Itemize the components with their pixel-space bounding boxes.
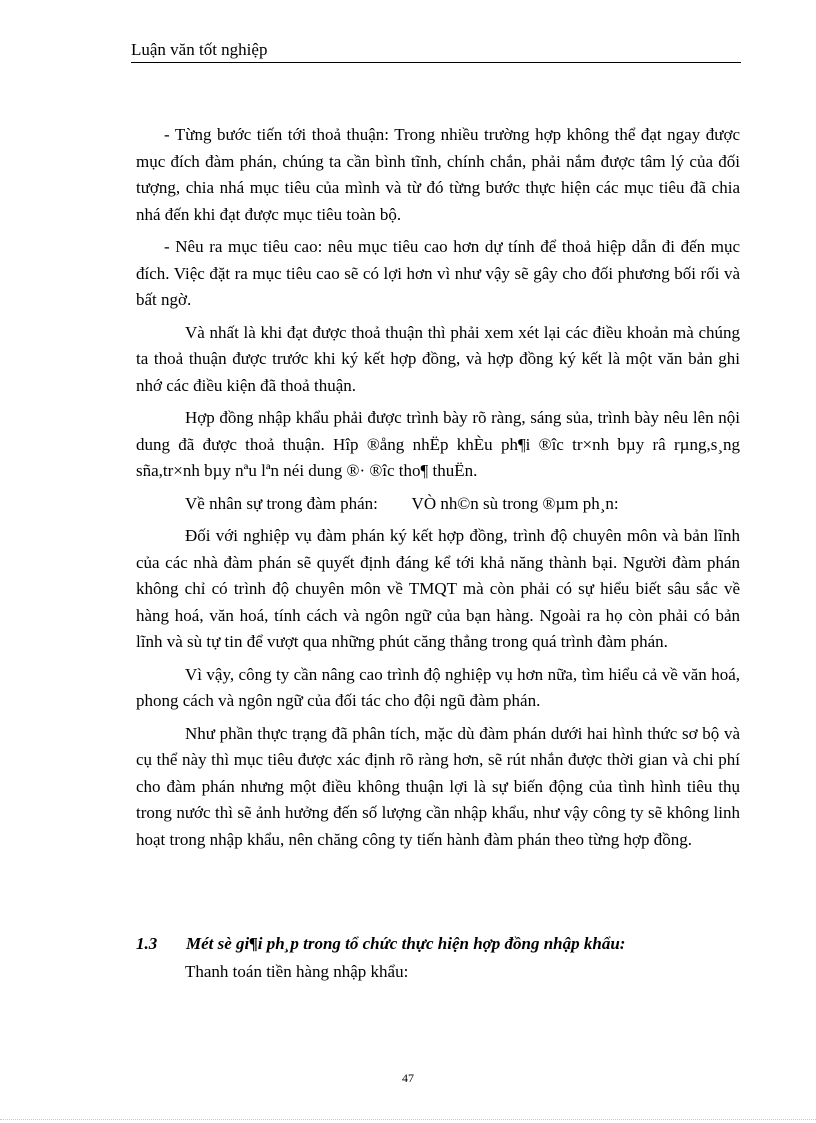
paragraph-5: Về nhân sự trong đàm phán: VÒ nh©n sù trong ®µm ph¸n: [185, 493, 619, 513]
section-number: 1.3 [136, 934, 158, 953]
paragraph-bullet-1: - Từng bước tiến tới thoả thuận: Trong nhiều trường hợp không thể đạt ngay được mục đích đàm phán, chúng ta cần bình tĩnh, chính chắn, phải nắm được tâm lý của đối tượng, chia nhá mục tiêu của mình và từ đó từng bước thực hiện các mục tiêu đã chia nhá đến khi đạt được mục tiêu toàn bộ. [136, 125, 740, 224]
paragraph-6: Đối với nghiệp vụ đàm phán ký kết hợp đồng, trình độ chuyên môn và bản lĩnh của các nhà đàm phán sẽ quyết định đáng kể tới khả năng thành bại. Người đàm phán không chỉ có trình độ chuyên môn về TMQT mà còn phải có sự hiểu biết sâu sắc về hàng hoá, văn hoá, tính cách và ngôn ngữ của bạn hàng. Ngoài ra họ còn phải có bản lĩnh và sù tự tin để vượt qua những phút căng thẳng trong quá trình đàm phán. [136, 526, 740, 651]
paragraph-8: Như phần thực trạng đã phân tích, mặc dù đàm phán dưới hai hình thức sơ bộ và cụ thể này thì mục tiêu được xác định rõ ràng hơn, sẽ rút nhắn được thời gian và chi phí cho đàm phán nhưng một điều không thuận lợi là sự biến động của tình hình tiêu thụ trong nước thì sẽ ảnh hưởng đến số lượng cần nhập khẩu, như vậy công ty sẽ không linh hoạt trong nhập khẩu, nên chăng công ty tiến hành đàm phán theo từng hợp đồng. [136, 723, 740, 849]
section-heading [136, 934, 740, 954]
page-bottom-divider [0, 1119, 816, 1120]
paragraph-3: Và nhất là khi đạt được thoả thuận thì phải xem xét lại các điều khoản mà chúng ta thoả thuận được trước khi ký kết hợp đồng, và hợp đồng ký kết là một văn bản ghi nhớ các điều kiện đã thoả thuận. [136, 322, 740, 395]
header-title: Luận văn tốt nghiệp [131, 40, 268, 59]
paragraph-7: Vì vậy, công ty cần nâng cao trình độ nghiệp vụ hơn nữa, tìm hiểu cả về văn hoá, phong cách và ngôn ngữ của đối tác cho đội ngũ đàm phán. [136, 664, 740, 710]
page-number: 47 [402, 1071, 414, 1085]
document-header [131, 40, 741, 63]
paragraph-bullet-2: - Nêu ra mục tiêu cao: nêu mục tiêu cao hơn dự tính để thoả hiệp dẫn đi đến mục đích. Việc đặt ra mục tiêu cao sẽ có lợi hơn vì như vậy sẽ gây cho đối phương bối rối và bất ngờ. [136, 237, 740, 309]
document-body [136, 122, 740, 859]
paragraph-4: Hợp đồng nhập khẩu phải được trình bày rõ ràng, sáng sủa, trình bày nêu lên nội dung đã được thoả thuận. Hîp ®ång nhËp khÈu ph¶i ®îc tr×nh bµy râ rµng,s¸ng sña,tr×nh bµy nªu lªn néi dung ®· ®îc tho¶ thuËn. [136, 408, 740, 480]
section-title: Mét sè gi¶i ph¸p trong tổ chức thực hiện hợp đồng nhập khẩu: [186, 934, 626, 953]
sub-heading: Thanh toán tiền hàng nhập khẩu: [185, 962, 409, 981]
